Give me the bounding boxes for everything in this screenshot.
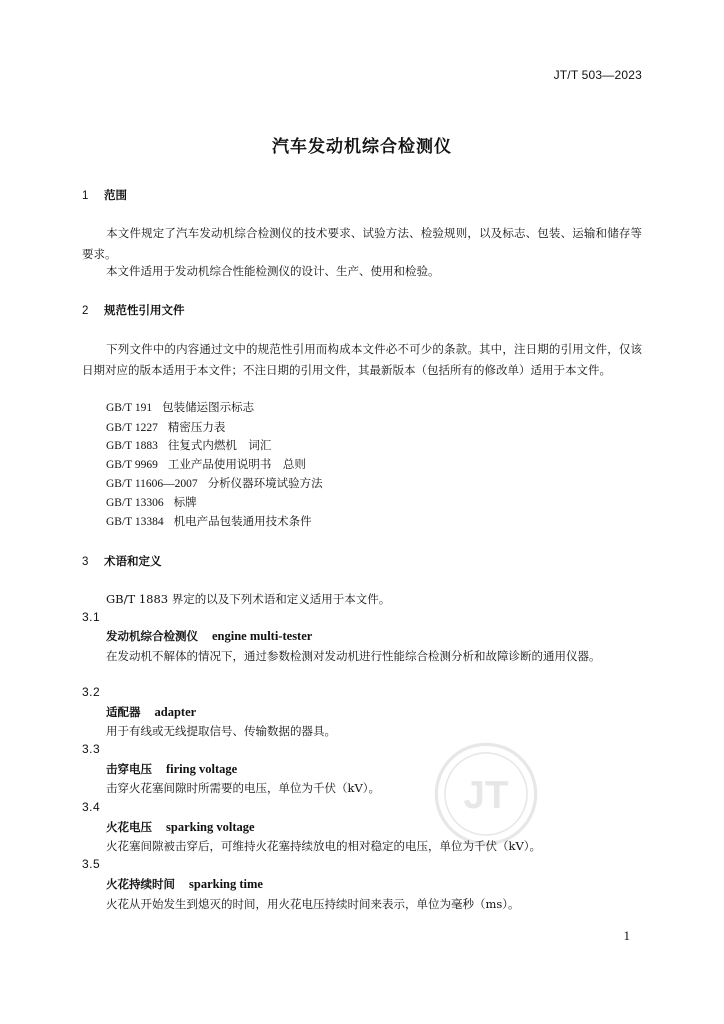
section-number: 3	[82, 556, 89, 568]
section-number: 2	[82, 305, 89, 317]
reference-item: GB/T 13384 机电产品包装通用技术条件	[106, 514, 312, 528]
svg-text:JT: JT	[463, 774, 509, 818]
scope-paragraph-1: 本文件规定了汽车发动机综合检测仪的技术要求、试验方法、检验规则，以及标志、包装、运输和储存等要求。	[82, 226, 642, 261]
page-number: 1	[623, 928, 630, 943]
term-heading: 击穿电压 firing voltage	[106, 762, 238, 776]
reference-item: GB/T 1883 往复式内燃机 词汇	[106, 438, 272, 452]
term-definition: 用于有线或无线提取信号、传输数据的器具。	[106, 724, 336, 738]
section-title: 术语和定义	[104, 554, 162, 568]
clause-number: 3.3	[82, 742, 101, 756]
scope-paragraph-2: 本文件适用于发动机综合性能检测仪的设计、生产、使用和检验。	[106, 264, 440, 278]
terms-intro: GB/T 1883 界定的以及下列术语和定义适用于本文件。	[106, 592, 391, 606]
term-definition: 火花从开始发生到熄灭的时间，用火花电压持续时间来表示，单位为毫秒（ms）。	[106, 897, 520, 911]
section-title: 范围	[104, 188, 127, 202]
term-heading: 发动机综合检测仪 engine multi-tester	[106, 629, 313, 643]
term-heading: 火花持续时间 sparking time	[106, 877, 263, 891]
standard-code: JT/T 503—2023	[553, 68, 642, 82]
term-definition: 火花塞间隙被击穿后，可维持火花塞持续放电的相对稳定的电压，单位为千伏（kV）。	[106, 839, 542, 853]
section-title: 规范性引用文件	[104, 303, 185, 317]
clause-number: 3.5	[82, 857, 101, 871]
reference-item: GB/T 13306 标牌	[106, 495, 197, 509]
document-title: 汽车发动机综合检测仪	[272, 137, 452, 157]
section-2-heading	[82, 302, 185, 318]
section-1-heading	[82, 187, 127, 203]
section-3-heading	[82, 553, 162, 569]
jt-watermark-logo	[432, 740, 540, 848]
term-definition: 在发动机不解体的情况下，通过参数检测对发动机进行性能综合检测分析和故障诊断的通用仪器。	[106, 649, 601, 663]
section-number: 1	[82, 190, 89, 202]
term-heading: 火花电压 sparking voltage	[106, 820, 255, 834]
clause-number: 3.2	[82, 685, 101, 699]
term-definition: 击穿火花塞间隙时所需要的电压，单位为千伏（kV）。	[106, 781, 381, 795]
clause-number: 3.4	[82, 800, 101, 814]
reference-item: GB/T 11606—2007 分析仪器环境试验方法	[106, 476, 323, 490]
reference-item: GB/T 191 包装储运图示标志	[106, 400, 255, 414]
clause-number: 3.1	[82, 610, 101, 624]
references-intro: 下列文件中的内容通过文中的规范性引用而构成本文件必不可少的条款。其中，注日期的引用文件，仅该日期对应的版本适用于本文件；不注日期的引用文件，其最新版本（包括所有的修改单）适用于本文件。	[82, 342, 642, 377]
term-heading: 适配器 adapter	[106, 705, 197, 719]
reference-item: GB/T 9969 工业产品使用说明书 总则	[106, 457, 306, 471]
reference-item: GB/T 1227 精密压力表	[106, 420, 226, 434]
